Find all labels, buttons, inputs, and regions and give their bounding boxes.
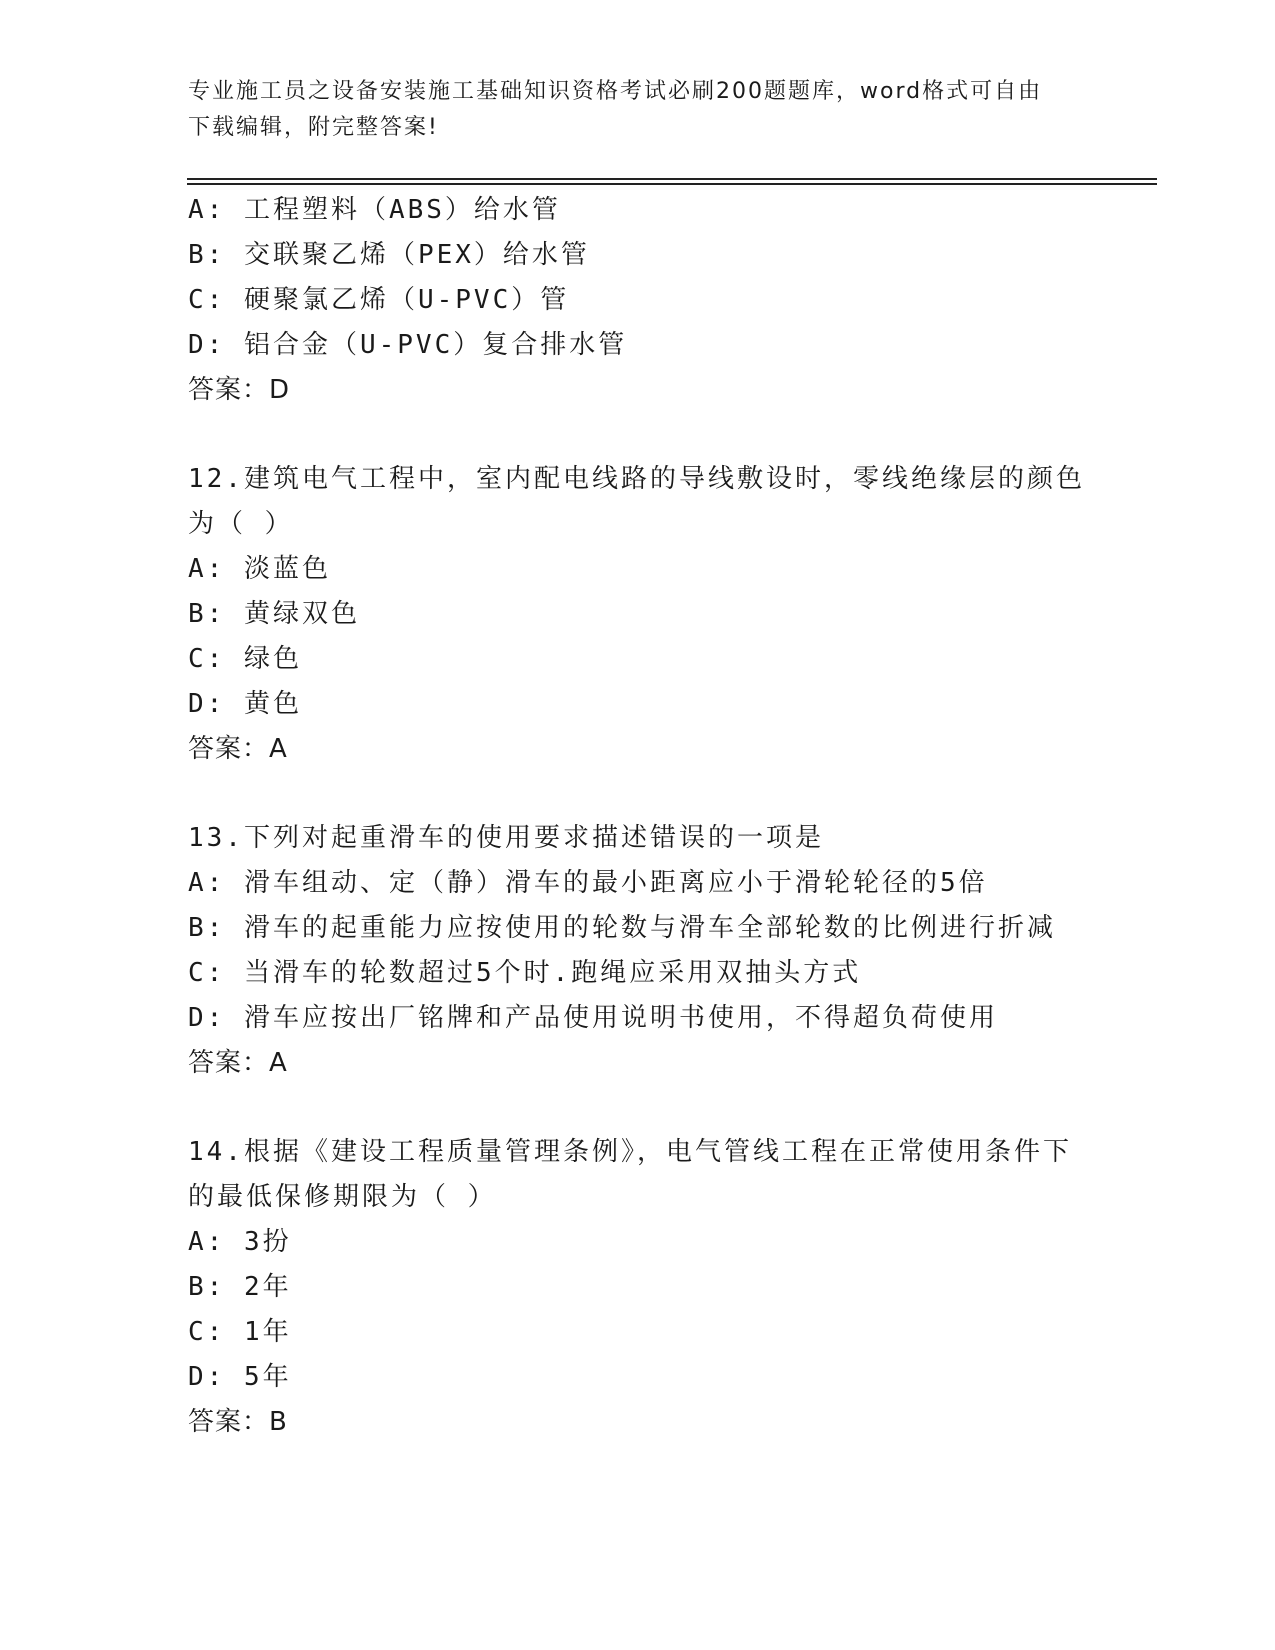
q13-option-a: A: 滑车组动、定（静）滑车的最小距离应小于滑轮轮径的5倍 — [188, 868, 988, 898]
q11-option-b: B: 交联聚乙烯（PEX）给水管 — [188, 240, 590, 270]
q12-answer: 答案：A — [188, 734, 288, 764]
q14-stem-line-1: 14.根据《建设工程质量管理条例》，电气管线工程在正常使用条件下 — [188, 1137, 1072, 1167]
q14-option-d: D: 5年 — [188, 1362, 292, 1392]
q13-stem-line-1: 13.下列对起重滑车的使用要求描述错误的一项是 — [188, 823, 824, 853]
q14-answer: 答案：B — [188, 1407, 288, 1437]
q13-option-d: D: 滑车应按出厂铭牌和产品使用说明书使用，不得超负荷使用 — [188, 1003, 998, 1033]
q12-option-c: C: 绿色 — [188, 644, 302, 674]
q12-stem-line-2: 为（ ） — [188, 509, 294, 539]
q14-option-b: B: 2年 — [188, 1272, 292, 1302]
document-header — [188, 74, 1088, 146]
q12-stem-line-1: 12.建筑电气工程中，室内配电线路的导线敷设时，零线绝缘层的颜色 — [188, 464, 1085, 494]
q11-answer: 答案：D — [188, 375, 291, 405]
q14-option-c: C: 1年 — [188, 1317, 292, 1347]
q12-option-d: D: 黄色 — [188, 689, 302, 719]
header-line-2: 下载编辑，附完整答案! — [188, 115, 439, 140]
q14-option-a: A: 3扮 — [188, 1227, 292, 1257]
header-line-1: 专业施工员之设备安装施工基础知识资格考试必刷200题题库，word格式可自由 — [188, 79, 1043, 104]
q13-answer: 答案：A — [188, 1048, 288, 1078]
header-rule-bottom — [187, 183, 1157, 185]
q13-option-b: B: 滑车的起重能力应按使用的轮数与滑车全部轮数的比例进行折减 — [188, 913, 1056, 943]
header-rule-top — [187, 178, 1157, 180]
q12-option-a: A: 淡蓝色 — [188, 554, 331, 584]
q13-option-c: C: 当滑车的轮数超过5个时.跑绳应采用双抽头方式 — [188, 958, 862, 988]
q11-option-d: D: 铝合金（U-PVC）复合排水管 — [188, 330, 628, 360]
q14-stem-line-2: 的最低保修期限为（ ） — [188, 1182, 497, 1212]
q12-option-b: B: 黄绿双色 — [188, 599, 360, 629]
q11-option-c: C: 硬聚氯乙烯（U-PVC）管 — [188, 285, 570, 315]
q11-option-a: A: 工程塑料（ABS）给水管 — [188, 195, 561, 225]
